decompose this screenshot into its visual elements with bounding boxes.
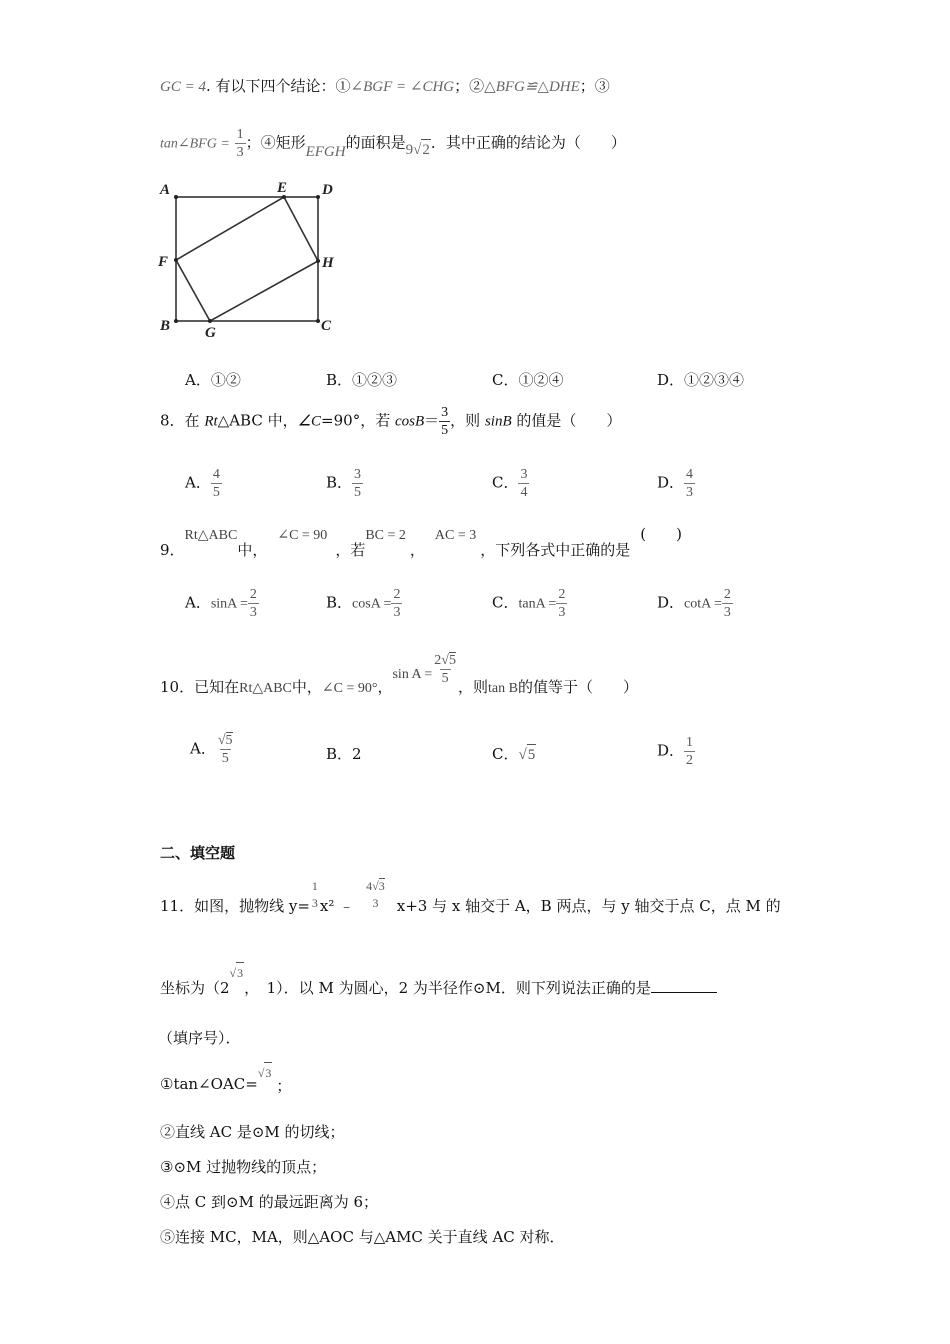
label-c: C: [321, 318, 332, 334]
q10-option-a[interactable]: A． $\frac{√5}{5}$: [190, 733, 233, 766]
q11-statement-4: ④点 C 到⊙M 的最远距离为 6；: [160, 1193, 379, 1211]
q7-conclusion1: ∠BGF = ∠CHG: [350, 79, 455, 95]
label-d: D: [322, 182, 333, 198]
q11-fraction-1: 1 3: [311, 879, 318, 910]
q11-statement-3: ③⊙M 过抛物线的顶点；: [160, 1158, 327, 1176]
q10-fraction: $\frac{2√5}{5}$: [434, 653, 456, 686]
q9-option-a[interactable]: A．sinA = $\frac{2}{3}$: [185, 587, 257, 620]
q11-statement-2: ②直线 AC 是⊙M 的切线；: [160, 1123, 345, 1141]
q11-sqrt3: √3: [230, 962, 245, 983]
q7-option-c[interactable]: C．①②④: [492, 371, 564, 389]
q9-option-b[interactable]: B．cosA = $\frac{2}{3}$: [326, 587, 401, 620]
q8-stem: 8．在 Rt△ABC 中，∠C=90°，若 cosB＝ $\frac{3}{5}$ ，则 sinB 的值是（ ）: [160, 405, 622, 438]
q11-stem-line1: 11．如图，抛物线 y= 1 3 x² ﹣ 4√3 3 x+3 与 x 轴交于 A，B 两点，与 y 轴交于点 C，点 M 的: [160, 879, 781, 915]
q10-option-d[interactable]: D． $\frac{1}{2}$: [657, 735, 694, 768]
q11-answer-blank[interactable]: [651, 978, 717, 993]
q10-option-b[interactable]: B．2: [326, 745, 362, 763]
q11-line3: （填序号）．: [158, 1029, 241, 1047]
q8-option-a[interactable]: A． $\frac{4}{5}$: [185, 467, 220, 500]
label-h: H: [322, 255, 334, 271]
q7-option-a[interactable]: A．①②: [185, 371, 241, 389]
label-b: B: [160, 318, 171, 334]
q7-gc-eq: GC = 4: [160, 79, 206, 95]
q8-option-c[interactable]: C． $\frac{3}{4}$: [492, 467, 528, 500]
section-heading-fill-in: 二、填空题: [160, 844, 236, 862]
q8-fraction: $\frac{3}{5}$: [441, 405, 449, 438]
q7-option-b[interactable]: B．①②③: [326, 371, 398, 389]
q7-line2: tan∠BFG = $\frac{1}{3}$ ；④矩形EFGH的面积是9√2．其中正确的结论为（ ）: [160, 127, 626, 160]
q8-option-b[interactable]: B． $\frac{3}{5}$: [326, 467, 362, 500]
q9-option-c[interactable]: C．tanA = $\frac{2}{3}$: [492, 587, 566, 620]
q9-stem: 9．Rt△ABC中，∠C = 90，若BC = 2，AC = 3，下列各式中正确的是( ): [160, 525, 682, 559]
q7-area: 9√2: [406, 139, 431, 160]
rectangle-efgh: [176, 197, 318, 321]
q10-option-c[interactable]: C．√5: [492, 745, 536, 763]
q8-option-d[interactable]: D． $\frac{4}{3}$: [657, 467, 694, 500]
label-e: E: [277, 180, 288, 196]
label-a: A: [160, 182, 171, 198]
q7-conclusion2: △BFG≌△DHE: [484, 79, 580, 95]
q9-option-d[interactable]: D．cotA = $\frac{2}{3}$: [657, 587, 731, 620]
label-g: G: [205, 325, 216, 341]
q7-line1: GC = 4. 有以下四个结论：①∠BGF = ∠CHG；②△BFG≌△DHE；③: [160, 77, 610, 95]
q11-stem-line2: 坐标为（2√3， 1）．以 M 为圆心，2 为半径作⊙M．则下列说法正确的是: [160, 962, 717, 983]
square-abcd: [176, 197, 318, 321]
q11-statement-5: ⑤连接 MC，MA，则△AOC 与△AMC 关于直线 AC 对称．: [160, 1228, 565, 1246]
q7-tan-expr: tan∠BFG =: [160, 136, 230, 152]
q7-option-d[interactable]: D．①②③④: [657, 371, 745, 389]
q7-rect-name: EFGH: [305, 143, 346, 160]
q7-fraction: $\frac{1}{3}$: [236, 127, 244, 160]
q10-stem: 10．已知在Rt△ABC中，∠C = 90°，sin A = $\frac{2√5}{5}$ ，则tan B的值等于（ ）: [160, 653, 638, 696]
label-f: F: [158, 254, 169, 270]
q11-fraction-2: 4√3 3: [366, 879, 385, 910]
q11-statement-1: ①tan∠OAC=√3；: [160, 1062, 291, 1083]
q7-figure: [155, 178, 345, 343]
